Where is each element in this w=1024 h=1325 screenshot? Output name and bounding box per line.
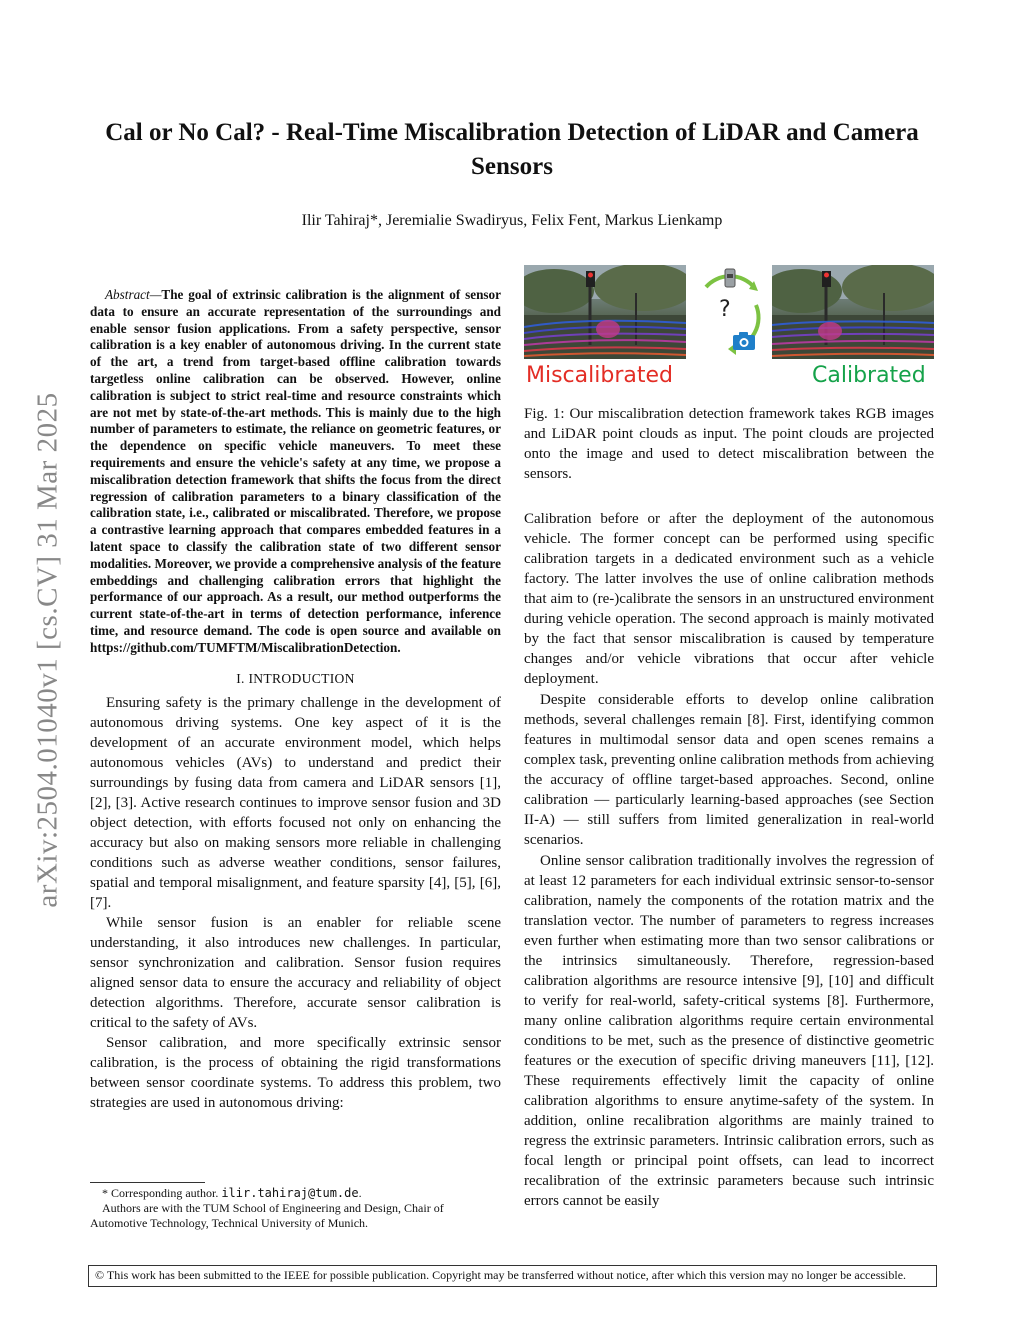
copyright-notice: © This work has been submitted to the IEEE for possible publication. Copyright may be transferred without notice, after which this version may no longer be accessible. xyxy=(88,1265,937,1287)
intro-paragraph-5: Despite considerable efforts to develop online calibration methods, several challenges remain [8]. First, identifying common features in multimodal sensor data and open scenes remains a complex task, preventing online calibration methods from achieving the accuracy of offline target-based approaches. Second, online calibration — particularly learning-based approaches (see Section II-A) — still suffers from limited generalization in real-world scenarios. xyxy=(524,692,934,848)
calibrated-image xyxy=(772,265,934,359)
corresponding-author-note: * Corresponding author. ilir.tahiraj@tum.de. xyxy=(102,1186,362,1200)
intro-paragraph-3: Sensor calibration, and more specifically extrinsic sensor calibration, is the process of obtaining the rigid transformations between sensor coordinate systems. To address this problem, two strategies are used in autonomous driving: xyxy=(90,1034,501,1111)
intro-paragraph-4: Calibration before or after the deployment of the autonomous vehicle. The former concept can be performed using specific calibration targets in a dedicated environment such as a vehicle factory. The latter involves the use of online calibration methods that aim to (re-)calibrate the sensors in an unstructured environment during vehicle operation. The second approach is mainly motivated by the fact that sensor miscalibration is caused by temperature changes and/or vehicle vibrations that occur after vehicle deployment. xyxy=(524,511,934,687)
left-column xyxy=(90,287,501,1113)
calibrated-label: Calibrated xyxy=(812,363,926,388)
figure-caption: Fig. 1: Our miscalibration detection framework takes RGB images and LiDAR point clouds as input. The point clouds are projected onto the image and used to detect miscalibration between the sensors. xyxy=(524,406,934,482)
lidar-sensor-icon xyxy=(722,267,738,289)
miscalibrated-label: Miscalibrated xyxy=(526,363,673,388)
right-column xyxy=(524,265,934,1212)
figure-1 xyxy=(524,265,934,396)
author-email-link[interactable]: ilir.tahiraj@tum.de xyxy=(221,1186,359,1200)
question-mark: ? xyxy=(719,297,731,322)
abstract xyxy=(90,287,501,657)
abstract-text: The goal of extrinsic calibration is the alignment of sensor data to ensure an accurate representation of the surroundings and enable sensor fusion applications. From a safety perspective, sensor calibration is a key enabler of autonomous driving. In the current state of the art, a trend from target-based offline calibration towards targetless online calibration can be observed. However, online calibration is subject to strict real-time and resource constraints which are not met by state-of-the-art methods. This is mainly due to the high number of parameters to estimate, the reliance on geometric features, or the dependence on specific vehicle maneuvers. To meet these requirements and ensure the vehicle's safety at any time, we propose a miscalibration detection framework that shifts the focus from the direct regression of calibration parameters to a binary classification of the calibration state, i.e., calibrated or miscalibrated. Therefore, we propose a contrastive learning approach that compares embedded features in a latent space to classify the calibration state of two different sensor modalities. Moreover, we provide a comprehensive analysis of the feature embeddings and challenging calibration errors that highlight the performance of our approach. As a result, our method outperforms the current state-of-the-art in terms of detection performance, inference time, and resource demand. The code is open source and available on https://github.com/TUMFTM/MiscalibrationDetection. xyxy=(90,287,501,655)
right-column-text xyxy=(524,509,934,1211)
footnote-rule xyxy=(90,1182,205,1183)
arxiv-identifier: arXiv:2504.01040v1 [cs.CV] 31 Mar 2025 xyxy=(31,392,64,908)
intro-paragraph-1: Ensuring safety is the primary challenge in the development of autonomous driving systems. One key aspect of it is the development of an accurate environment model, which helps autonomous vehicles (AVs) to understand and predict their surroundings by fusing data from camera and LiDAR sensors [1], [2], [3]. Active research continues to improve sensor fusion and 3D object detection, with efforts focused not only on enhancing the accuracy but also on making sensors more reliable in challenging conditions such as adverse weather conditions, sensor failures, spatial and temporal misalignment, and feature sparsity [4], [5], [6], [7]. xyxy=(90,694,501,911)
abstract-label: Abstract— xyxy=(105,287,162,302)
paper-title: Cal or No Cal? - Real-Time Miscalibration Detection of LiDAR and Camera Sensors xyxy=(105,119,919,180)
miscalibrated-image xyxy=(524,265,686,359)
author-list: Ilir Tahiraj*, Jeremialie Swadiryus, Felix Fent, Markus Lienkamp xyxy=(301,212,723,229)
calibration-cycle-graphic xyxy=(692,265,768,359)
intro-paragraph-2: While sensor fusion is an enabler for reliable scene understanding, it also introduces new challenges. In particular, sensor synchronization and calibration. Sensor fusion requires aligned sensor data to ensure the accuracy and reliability of object detection algorithms. Therefore, accurate sensor calibration is critical to the safety of AVs. xyxy=(90,914,501,1031)
affiliation-note: Authors are with the TUM School of Engineering and Design, Chair of Automotive Technology, Technical University of Munich. xyxy=(90,1201,444,1230)
section-heading-introduction: I. INTRODUCTION xyxy=(236,670,355,686)
footnote xyxy=(90,1182,501,1231)
camera-icon xyxy=(732,331,756,351)
intro-paragraph-6: Online sensor calibration traditionally involves the regression of at least 12 parameters for each individual extrinsic sensor-to-sensor calibration, namely the components of the rotation matrix and the translation vector. The number of parameters to regress increases even further when estimating more than two sensor calibrations or the intrinsics simultaneously. Therefore, regression-based calibration algorithms are resource intensive [9], [10] and difficult to verify for real-world, safety-critical systems [8]. Furthermore, many online calibration algorithms require certain environmental conditions to be met, such as the presence of distinctive geometric features or the execution of specific driving maneuvers [11], [12]. These requirements effectively limit the capacity of online calibration algorithms to ensure anytime-safety of the system. In addition, online recalibration algorithms are mainly trained to regress the extrinsic parameters. Intrinsic calibration errors, such as focal length or principal point offsets, can lead to incorrect recalibration of the extrinsic parameters because such intrinsic errors cannot be easily xyxy=(524,853,934,1209)
